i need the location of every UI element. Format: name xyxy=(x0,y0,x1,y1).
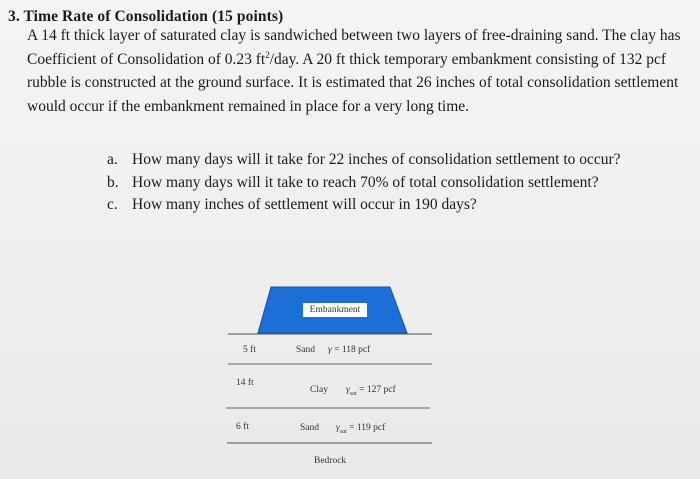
gamma-subscript: sat xyxy=(349,390,357,397)
bedrock-label: Bedrock xyxy=(314,456,347,466)
gamma-symbol: γ xyxy=(346,385,350,395)
layer2-thickness: 14 ft xyxy=(236,378,254,388)
unit-weight-value: = 118 pcf xyxy=(334,345,371,355)
gamma-subscript: sat xyxy=(339,428,347,435)
question-letter: a. xyxy=(107,151,118,168)
problem-text-part2: /day. A 20 ft thick temporary embankment consisting of 132 pcf rubble is constructed at the ground surface. It is estimated that 26 inches of total consolidation settlement would occur if the embankment remained in place for a very long time. xyxy=(27,50,679,115)
problem-title: 3. Time Rate of Consolidation (15 points) xyxy=(8,8,284,25)
layer1-material: Sand xyxy=(296,345,315,355)
layer3-unit-weight xyxy=(336,423,385,435)
layer1-unit-weight xyxy=(328,345,370,355)
layer2-unit-weight xyxy=(346,385,396,397)
gamma-symbol: γ xyxy=(336,423,340,433)
question-text: How many days will it take for 22 inches of consolidation settlement to occur? xyxy=(132,151,621,168)
unit-weight-value: = 127 pcf xyxy=(359,385,396,395)
problem-text-part1: A 14 ft thick layer of saturated clay is sandwiched between two layers of free-draining sand. The clay has Coefficient of Consolidation of 0.23 ft xyxy=(27,27,681,68)
layer2-material: Clay xyxy=(310,385,328,395)
layer3-thickness: 6 ft xyxy=(236,422,249,432)
gamma-symbol: γ xyxy=(328,345,332,355)
question-letter: c. xyxy=(107,196,118,213)
unit-weight-value: = 119 pcf xyxy=(349,423,386,433)
question-text: How many days will it take to reach 70% of total consolidation settlement? xyxy=(132,173,599,191)
question-letter: b. xyxy=(107,173,119,191)
embankment-label: Embankment xyxy=(303,303,367,317)
superscript-2: 2 xyxy=(265,49,270,60)
layer3-material: Sand xyxy=(300,423,319,433)
layer1-thickness: 5 ft xyxy=(243,345,256,355)
question-text: How many inches of settlement will occur in 190 days? xyxy=(132,196,477,213)
